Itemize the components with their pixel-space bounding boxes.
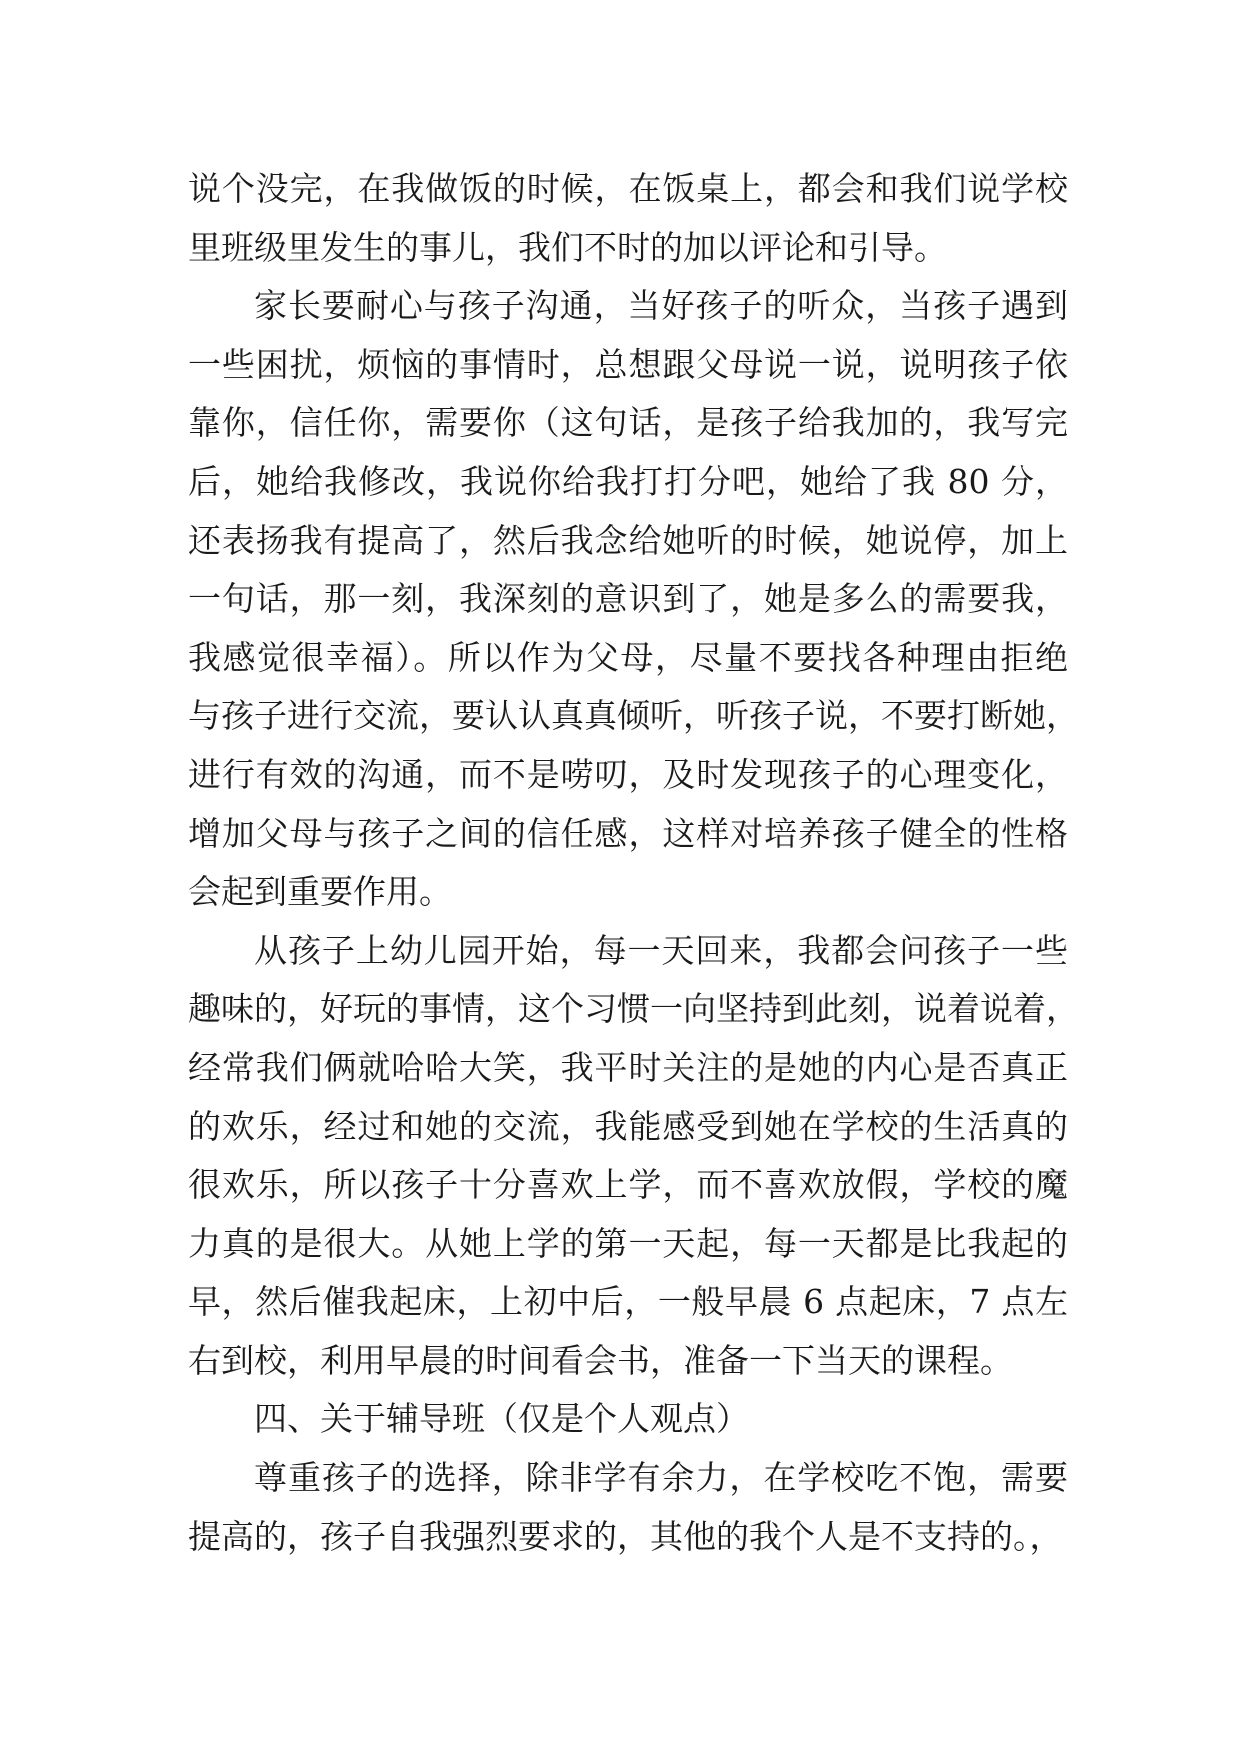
text-line: 尊重孩子的选择，除非学有余力，在学校吃不饱，需要 xyxy=(254,1458,1068,1498)
text-line: 很欢乐，所以孩子十分喜欢上学，而不喜欢放假，学校的魔 xyxy=(188,1165,1068,1205)
text-line: 早，然后催我起床，上初中后，一般早晨 6 点起床，7 点左 xyxy=(188,1282,1068,1322)
text-line: 提高的，孩子自我强烈要求的，其他的我个人是不支持的。， xyxy=(188,1516,1063,1556)
text-line: 从孩子上幼儿园开始，每一天回来，我都会问孩子一些 xyxy=(254,930,1068,970)
text-line: 会起到重要作用。 xyxy=(188,872,452,912)
text-line: 与孩子进行交流，要认认真真倾听，听孩子说，不要打断她， xyxy=(188,696,1079,736)
text-line: 里班级里发生的事儿，我们不时的加以评论和引导。 xyxy=(188,227,947,267)
text-line: 四、关于辅导班（仅是个人观点） xyxy=(254,1399,749,1439)
text-line: 右到校，利用早晨的时间看会书，准备一下当天的课程。 xyxy=(188,1340,1013,1380)
text-line: 家长要耐心与孩子沟通，当好孩子的听众，当孩子遇到 xyxy=(254,286,1068,326)
text-line: 经常我们俩就哈哈大笑，我平时关注的是她的内心是否真正 xyxy=(188,1047,1068,1087)
text-line: 说个没完，在我做饭的时候，在饭桌上，都会和我们说学校 xyxy=(188,169,1068,208)
text-line: 靠你，信任你，需要你（这句话，是孩子给我加的，我写完 xyxy=(188,403,1068,443)
text-line: 增加父母与孩子之间的信任感，这样对培养孩子健全的性格 xyxy=(188,813,1068,853)
text-line: 进行有效的沟通，而不是唠叨，及时发现孩子的心理变化， xyxy=(188,754,1068,794)
document-body xyxy=(188,160,1079,1566)
text-line: 一些困扰，烦恼的事情时，总想跟父母说一说，说明孩子依 xyxy=(188,344,1068,384)
text-line: 后，她给我修改，我说你给我打打分吧，她给了我 80 分， xyxy=(188,461,1068,501)
text-line: 我感觉很幸福）。所以作为父母，尽量不要找各种理由拒绝 xyxy=(188,637,1068,677)
text-line: 力真的是很大。从她上学的第一天起，每一天都是比我起的 xyxy=(188,1223,1068,1263)
text-line: 一句话，那一刻，我深刻的意识到了，她是多么的需要我， xyxy=(188,579,1068,619)
text-line: 趣味的，好玩的事情，这个习惯一向坚持到此刻，说着说着， xyxy=(188,989,1079,1029)
text-line: 还表扬我有提高了，然后我念给她听的时候，她说停，加上 xyxy=(188,520,1068,560)
text-line: 的欢乐，经过和她的交流，我能感受到她在学校的生活真的 xyxy=(188,1106,1068,1146)
